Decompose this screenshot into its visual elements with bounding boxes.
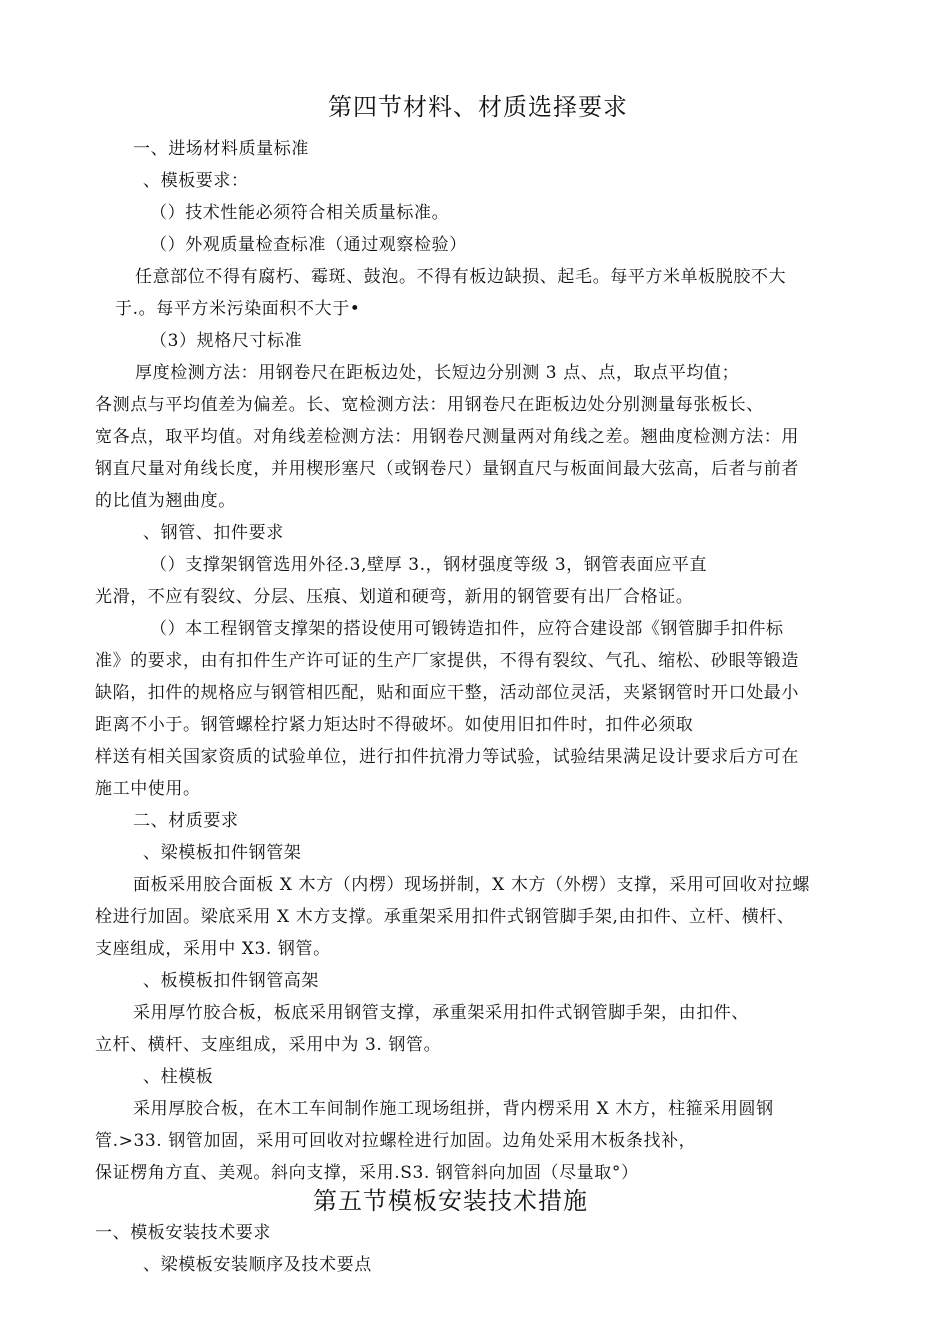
paragraph-line: 厚度检测方法：用钢卷尺在距板边处，长短边分别测 3 点、点，取点平均值； — [135, 363, 740, 383]
paragraph-line: 光滑，不应有裂纹、分层、压痕、划道和硬弯，新用的钢管要有出厂合格证。 — [95, 587, 694, 607]
paragraph-line: 各测点与平均值差为偏差。长、宽检测方法：用钢卷尺在距板边处分别测量每张板长、 — [95, 395, 764, 415]
paragraph-line: 采用厚竹胶合板，板底采用钢管支撑，承重架采用扣件式钢管脚手架，由扣件、 — [133, 1003, 749, 1023]
paragraph-line: 采用厚胶合板，在木工车间制作施工现场组拼，背内楞采用 X 木方，柱箍采用圆钢 — [133, 1099, 774, 1119]
heading-incoming-materials: 一、进场材料质量标准 — [133, 139, 309, 159]
paragraph-line: 保证楞角方直、美观。斜向支撑，采用.S3. 钢管斜向加固（尽量取°） — [95, 1163, 639, 1183]
paragraph-line: 准》的要求，由有扣件生产许可证的生产厂家提供，不得有裂纹、气孔、缩松、砂眼等锻造 — [95, 651, 799, 671]
subheading-formwork-requirements: 、模板要求： — [143, 171, 249, 191]
heading-installation-requirements: 一、模板安装技术要求 — [95, 1223, 271, 1243]
heading-material-requirements: 二、材质要求 — [133, 811, 239, 831]
paragraph-line: 钢直尺量对角线长度，并用楔形塞尺（或钢卷尺）量钢直尺与板面间最大弦高，后者与前者 — [95, 459, 799, 479]
paragraph-line: （）本工程钢管支撑架的搭设使用可锻铸造扣件，应符合建设部《钢管脚手扣件标 — [150, 619, 784, 639]
subheading-column-formwork: 、柱模板 — [143, 1067, 214, 1087]
item-appearance-standard: （）外观质量检查标准（通过观察检验） — [150, 235, 467, 255]
paragraph-line: 缺陷，扣件的规格应与钢管相匹配，贴和面应干整，活动部位灵活，夹紧钢管时开口处最小 — [95, 683, 799, 703]
subheading-beam-installation: 、梁模板安装顺序及技术要点 — [143, 1255, 372, 1275]
subheading-steel-pipe-fasteners: 、钢管、扣件要求 — [143, 523, 284, 543]
paragraph-line: 的比值为翘曲度。 — [95, 491, 236, 511]
subheading-slab-formwork: 、板模板扣件钢管高架 — [143, 971, 319, 991]
paragraph-line: 样送有相关国家资质的试验单位，进行扣件抗滑力等试验，试验结果满足设计要求后方可在 — [95, 747, 799, 767]
paragraph-line: 于.。每平方米污染面积不大于• — [115, 299, 361, 319]
paragraph-line: （）支撑架钢管选用外径.3,壁厚 3.，钢材强度等级 3，钢管表面应平直 — [150, 555, 708, 575]
paragraph-line: 宽各点，取平均值。对角线差检测方法：用钢卷尺测量两对角线之差。翘曲度检测方法：用 — [95, 427, 799, 447]
paragraph-line: 面板采用胶合面板 X 木方（内楞）现场拼制，X 木方（外楞）支撑，采用可回收对拉螺 — [133, 875, 811, 895]
paragraph-line: 施工中使用。 — [95, 779, 201, 799]
subheading-beam-formwork: 、梁模板扣件钢管架 — [143, 843, 302, 863]
paragraph-line: 管.>33. 钢管加固，采用可回收对拉螺栓进行加固。边角处采用木板条找补， — [95, 1131, 697, 1151]
paragraph-line: 支座组成，采用中 X3. 钢管。 — [95, 939, 331, 959]
paragraph-line: 立杆、横杆、支座组成，采用中为 3. 钢管。 — [95, 1035, 442, 1055]
paragraph-line: 栓进行加固。梁底采用 X 木方支撑。承重架采用扣件式钢管脚手架,由扣件、立杆、横杆、 — [95, 907, 795, 927]
item-dimension-standard: （3）规格尺寸标准 — [150, 331, 303, 351]
paragraph-line: 距离不小于。钢管螺栓拧紧力矩达时不得破坏。如使用旧扣件时，扣件必须取 — [95, 715, 694, 735]
section-4-title: 第四节材料、材质选择要求 — [328, 93, 628, 121]
section-5-title: 第五节模板安装技术措施 — [313, 1187, 588, 1215]
paragraph-line: 任意部位不得有腐朽、霉斑、鼓泡。不得有板边缺损、起毛。每平方米单板脱胶不大 — [135, 267, 787, 287]
item-technical-performance: （）技术性能必须符合相关质量标准。 — [150, 203, 450, 223]
